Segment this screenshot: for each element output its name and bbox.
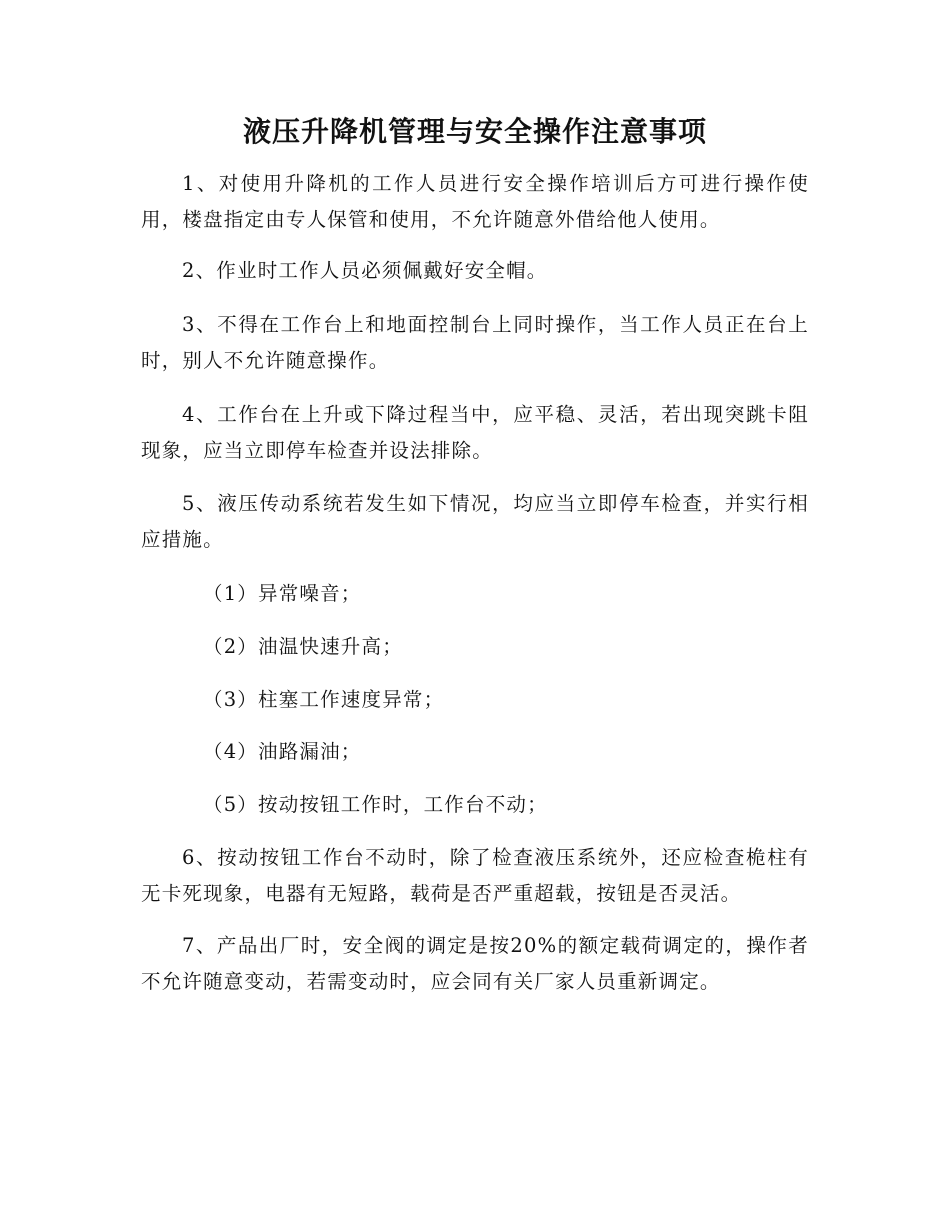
sub-item-2: （2）油温快速升高； (203, 635, 403, 658)
paragraph-7: 7、产品出厂时，安全阀的调定是按20%的额定载荷调定的，操作者不允许随意变动，若需变动时，应会同有关厂家人员重新调定。 (141, 934, 809, 993)
paragraph-5: 5、液压传动系统若发生如下情况，均应当立即停车检查，并实行相应措施。 (141, 492, 809, 551)
sub-item-3: （3）柱塞工作速度异常； (203, 688, 445, 711)
sub-item-5: （5）按动按钮工作时，工作台不动； (203, 793, 548, 816)
paragraph-1: 1、对使用升降机的工作人员进行安全操作培训后方可进行操作使用，楼盘指定由专人保管和使用，不允许随意外借给他人使用。 (141, 172, 809, 231)
sub-item-1: （1）异常噪音； (203, 582, 362, 605)
paragraph-4: 4、工作台在上升或下降过程当中，应平稳、灵活，若出现突跳卡阻现象，应当立即停车检查并设法排除。 (141, 403, 809, 462)
paragraph-6: 6、按动按钮工作台不动时，除了检查液压系统外，还应检查桅柱有无卡死现象，电器有无短路，载荷是否严重超载，按钮是否灵活。 (141, 846, 809, 905)
sub-item-4: （4）油路漏油； (203, 740, 362, 763)
document-title: 液压升降机管理与安全操作注意事项 (242, 115, 707, 148)
paragraph-3: 3、不得在工作台上和地面控制台上同时操作，当工作人员正在台上时，别人不允许随意操作。 (141, 313, 809, 372)
paragraph-2: 2、作业时工作人员必须佩戴好安全帽。 (182, 259, 548, 282)
